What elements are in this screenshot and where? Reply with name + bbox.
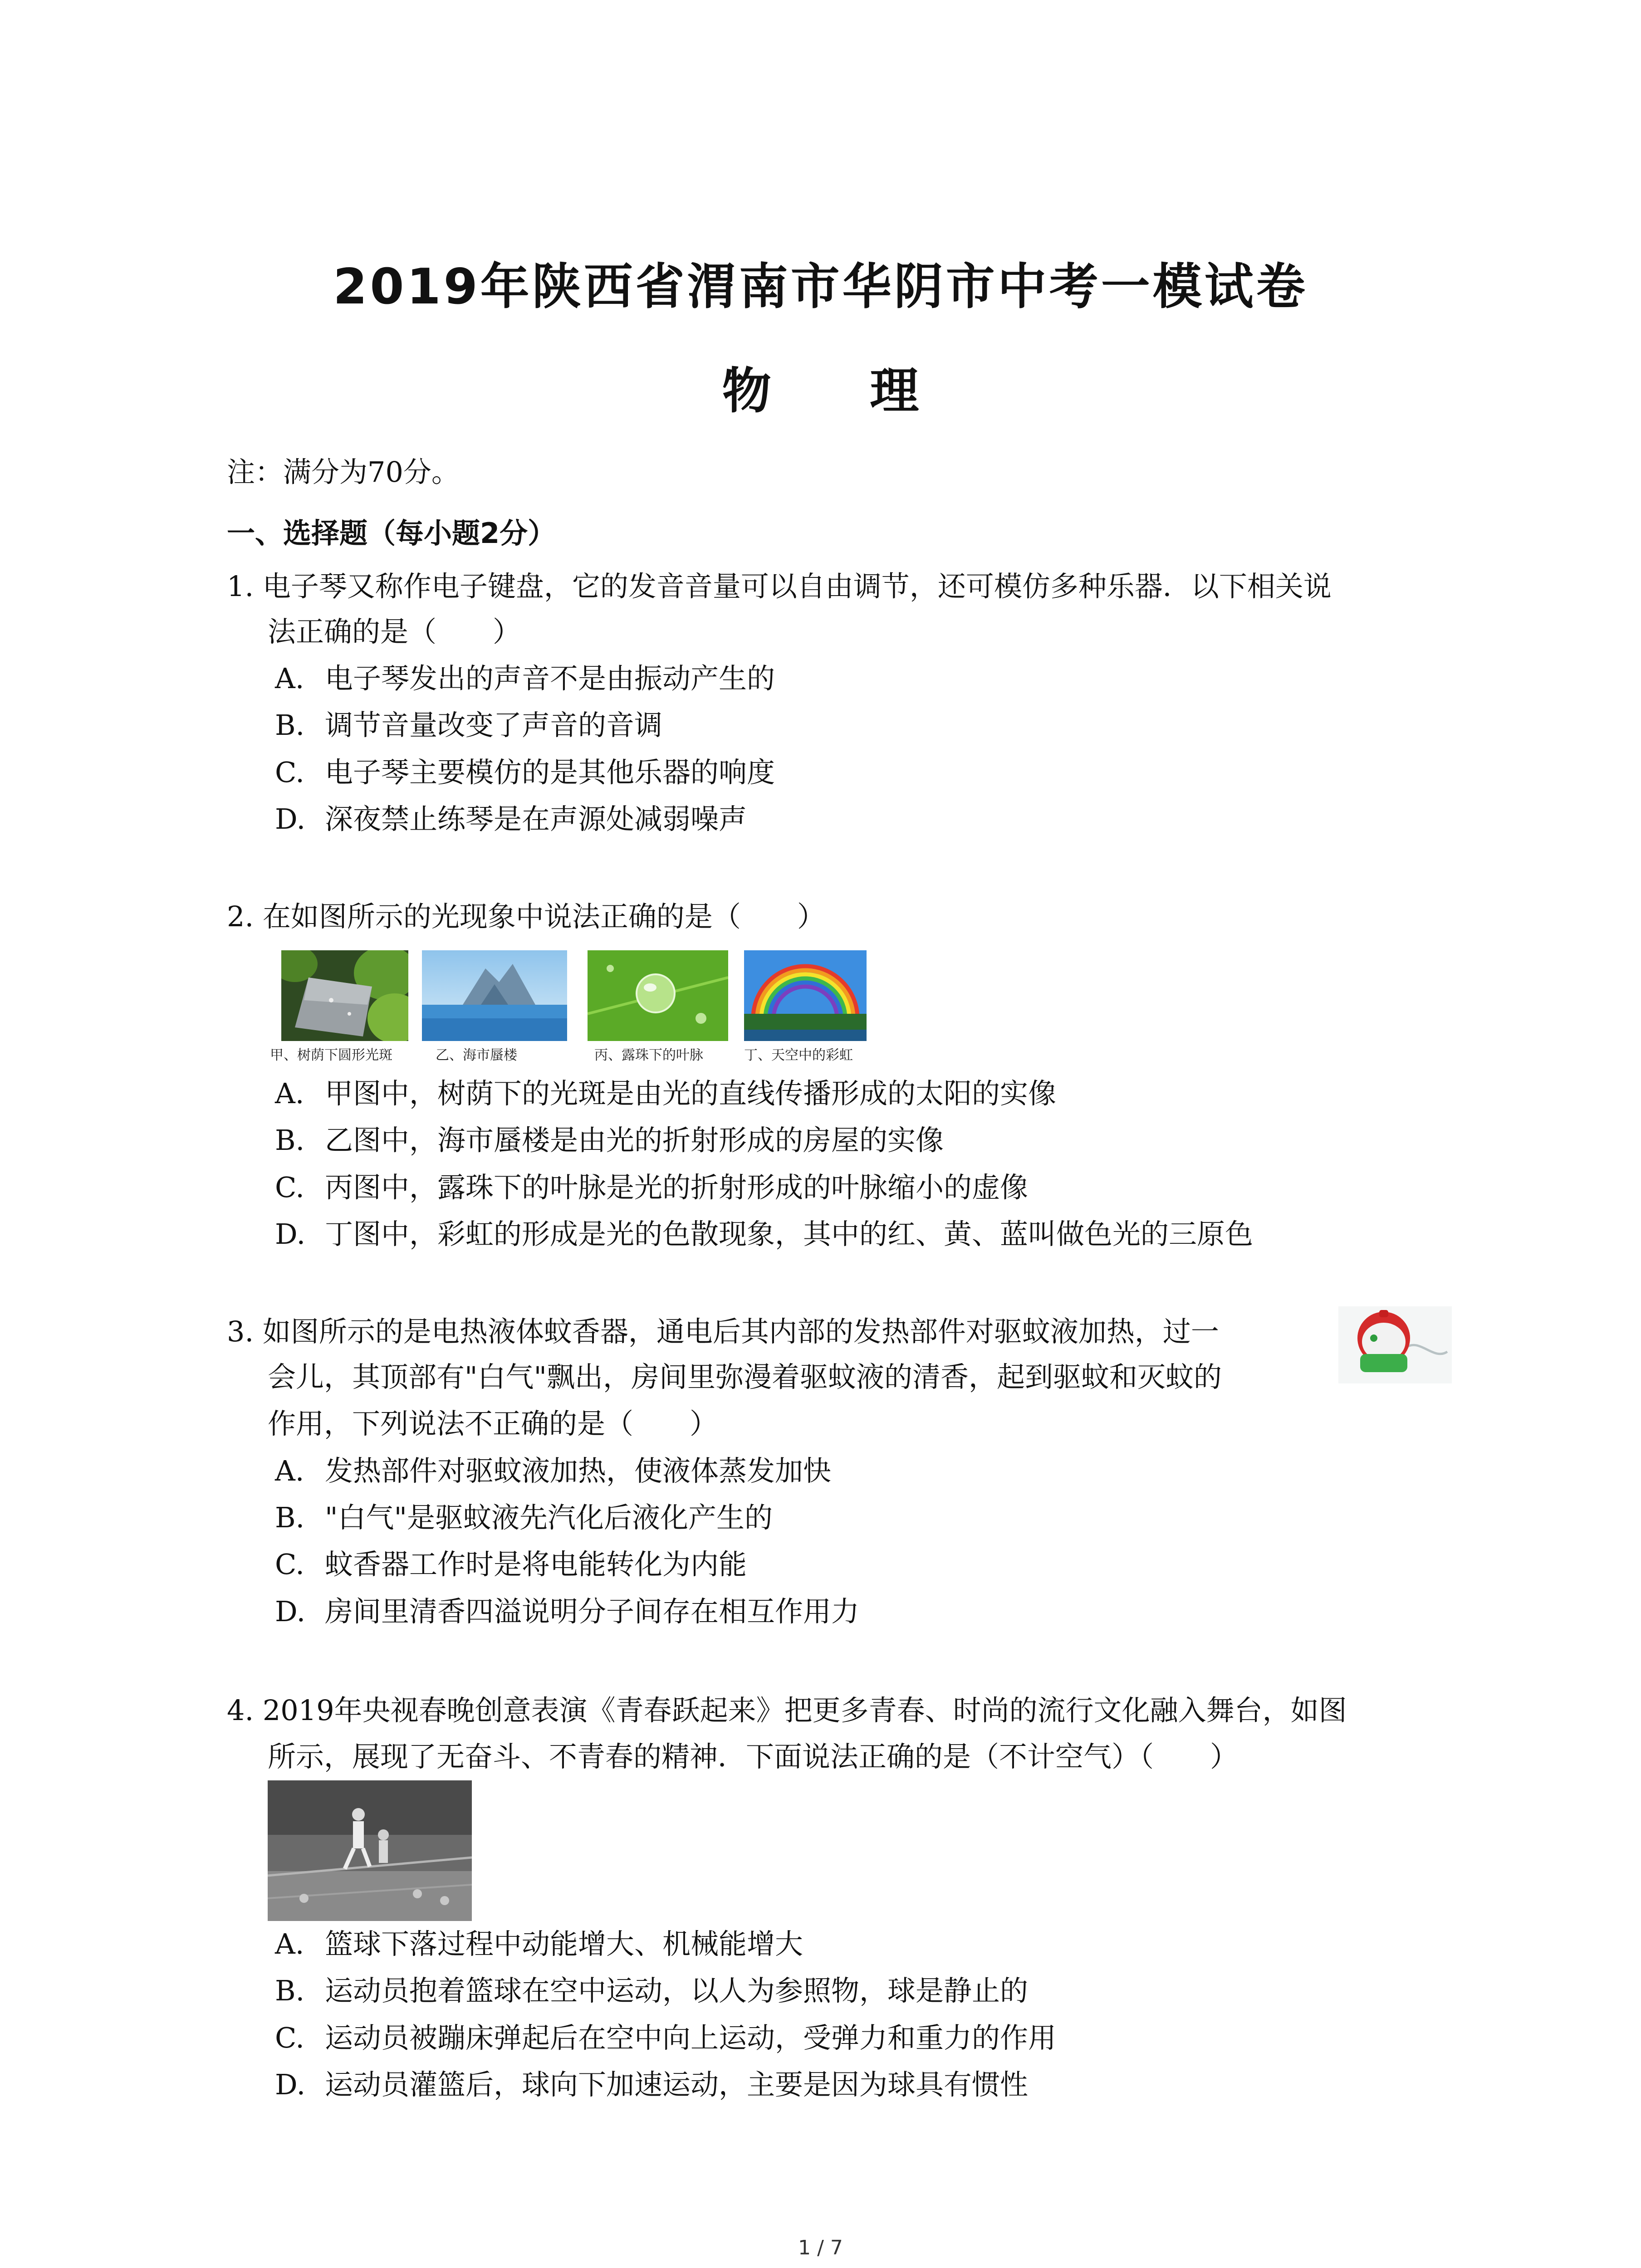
page-number: 1 / 7 [798,2236,843,2259]
caption-jia: 甲、树荫下圆形光斑 [270,1047,392,1063]
q2-option-b: B. 乙图中，海市蜃楼是由光的折射形成的房屋的实像 [275,1124,944,1157]
q4-option-c: C. 运动员被蹦床弹起后在空中向上运动，受弹力和重力的作用 [275,2021,1057,2054]
tree-shade-photo [281,950,408,1041]
q2-option-c: C. 丙图中，露珠下的叶脉是光的折射形成的叶脉缩小的虚像 [275,1171,1029,1204]
q3-option-a: A. 发热部件对驱蚊液加热，使液体蒸发加快 [275,1454,832,1487]
q3-stem-line1: 3. 如图所示的是电热液体蚊香器，通电后其内部的发热部件对驱蚊液加热，过一 [227,1315,1219,1348]
q1-option-b: B. 调节音量改变了声音的音调 [275,709,663,742]
q2-option-d: D. 丁图中，彩虹的形成是光的色散现象，其中的红、黄、蓝叫做色光的三原色 [275,1217,1254,1251]
q3-option-b: B. "白气"是驱蚊液先汽化后液化产生的 [275,1501,773,1534]
caption-bing: 丙、露珠下的叶脉 [594,1047,703,1063]
q3-stem-line3: 作用，下列说法不正确的是（ ） [268,1407,718,1440]
mirage-photo [422,950,567,1041]
spring-gala-performance-photo [268,1780,472,1921]
caption-ding: 丁、天空中的彩虹 [744,1047,853,1063]
q2-stem: 2. 在如图所示的光现象中说法正确的是（ ） [227,900,825,933]
q4-option-d: D. 运动员灌篮后，球向下加速运动，主要是因为球具有惯性 [275,2068,1029,2101]
score-note: 注：满分为70分。 [227,455,460,489]
q1-option-c: C. 电子琴主要模仿的是其他乐器的响度 [275,756,775,789]
q3-option-d: D. 房间里清香四溢说明分子间存在相互作用力 [275,1595,860,1628]
q4-stem-line2: 所示，展现了无奋斗、不青春的精神．下面说法正确的是（不计空气）（ ） [268,1740,1239,1773]
q4-option-a: A. 篮球下落过程中动能增大、机械能增大 [275,1927,803,1960]
q4-option-b: B. 运动员抱着篮球在空中运动，以人为参照物，球是静止的 [275,1974,1029,2007]
q1-option-d: D. 深夜禁止练琴是在声源处减弱噪声 [275,802,747,836]
q1-stem-line1: 1. 电子琴又称作电子键盘，它的发音音量可以自由调节，还可模仿多种乐器．以下相关说 [227,570,1332,603]
rainbow-photo [744,950,867,1041]
subject-title: 物 理 [722,363,960,420]
q2-option-a: A. 甲图中，树荫下的光斑是由光的直线传播形成的太阳的实像 [275,1077,1057,1110]
section-heading: 一、选择题（每小题2分） [227,517,556,550]
caption-yi: 乙、海市蜃楼 [436,1047,517,1063]
q1-stem-line2: 法正确的是（ ） [268,615,521,648]
q1-option-a: A. 电子琴发出的声音不是由振动产生的 [275,662,775,695]
q3-stem-line2: 会儿，其顶部有"白气"飘出，房间里弥漫着驱蚊液的清香，起到驱蚊和灭蚊的 [268,1360,1222,1393]
mosquito-repellent-heater-photo [1338,1306,1452,1383]
q4-stem-line1: 4. 2019年央视春晚创意表演《青春跃起来》把更多青春、时尚的流行文化融入舞台，如图 [227,1694,1347,1727]
q3-option-c: C. 蚊香器工作时是将电能转化为内能 [275,1548,747,1581]
exam-title: 2019年陕西省渭南市华阴市中考一模试卷 [333,259,1308,315]
dewdrop-leaf-photo [588,950,728,1041]
